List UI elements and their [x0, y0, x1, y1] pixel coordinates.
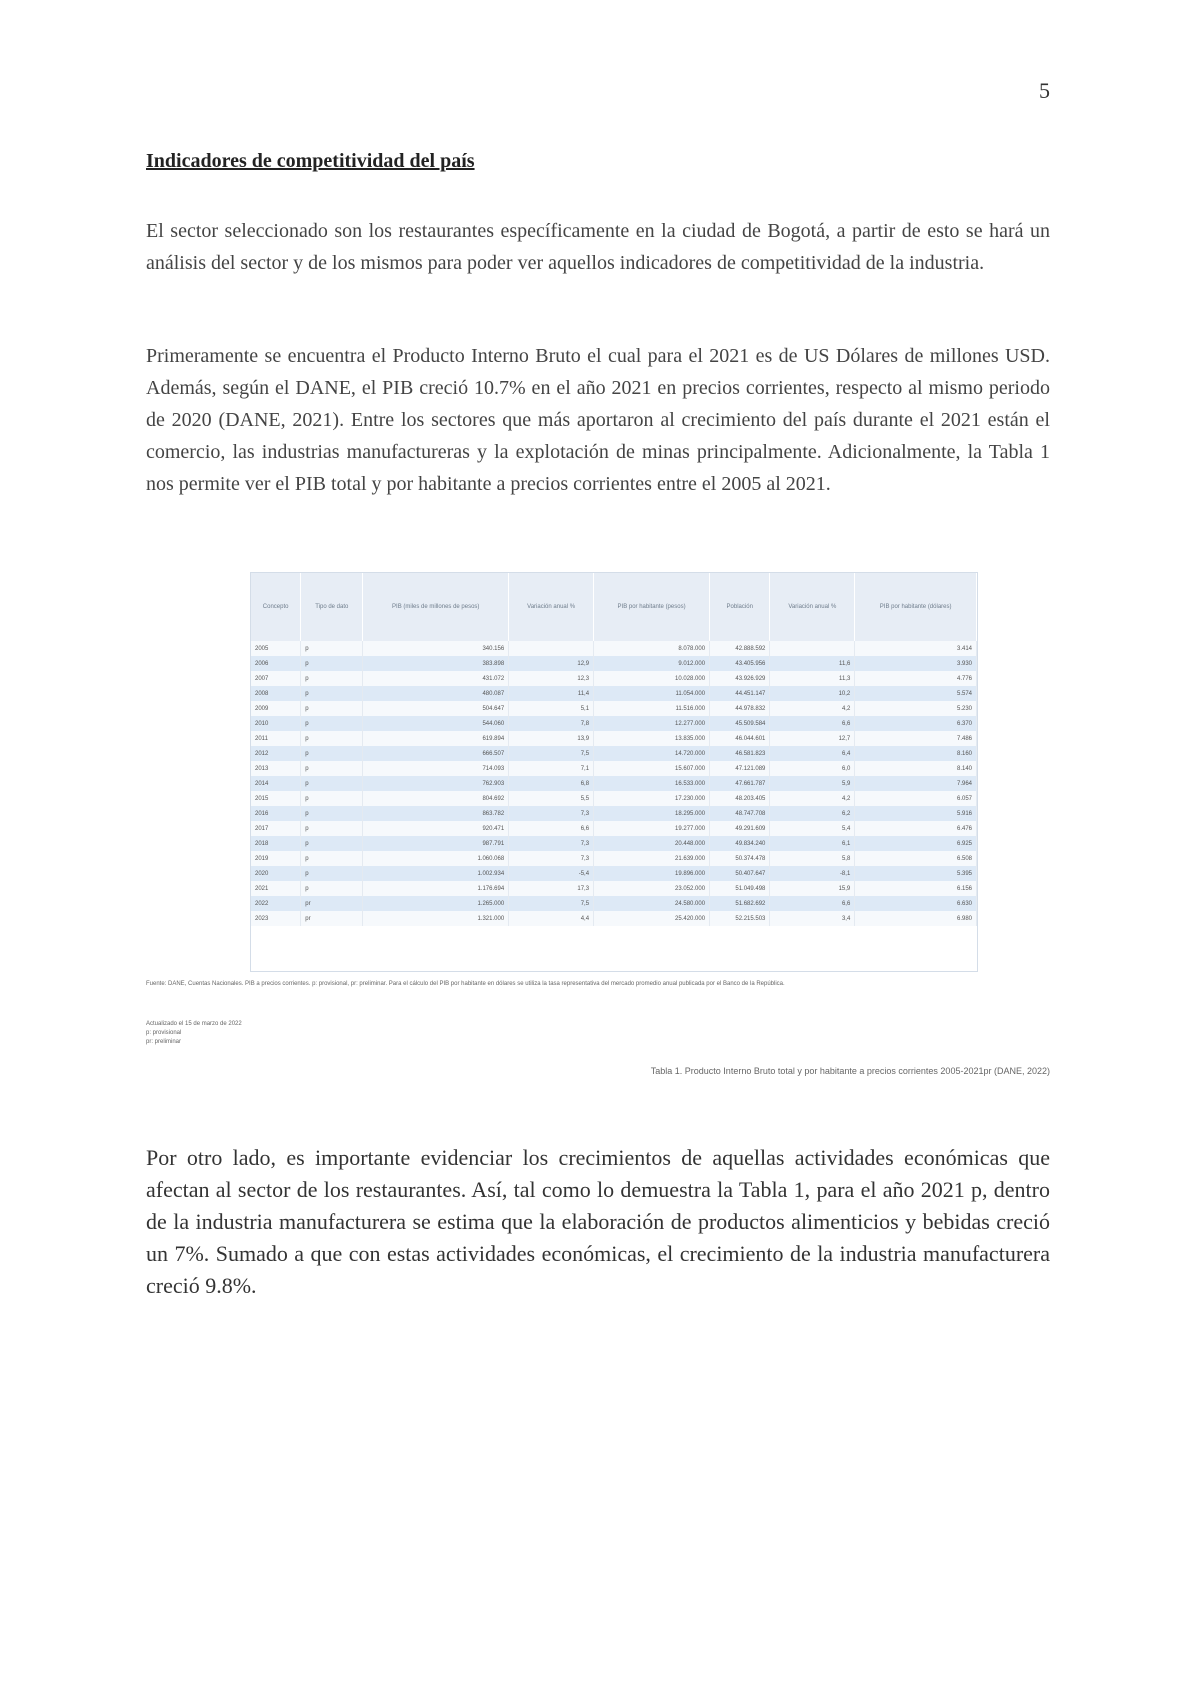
table-cell: 11,3: [770, 671, 855, 686]
table-cell: 49.834.240: [710, 836, 770, 851]
table-cell: 2017: [251, 821, 301, 836]
table-header-cell: Variación anual %: [509, 573, 594, 641]
table-cell: 5,5: [509, 791, 594, 806]
table-row: [251, 791, 977, 806]
table-cell: p: [301, 671, 363, 686]
page-number: 5: [1039, 78, 1050, 103]
table-cell: 2015: [251, 791, 301, 806]
table-cell: 2014: [251, 776, 301, 791]
table-cell: 6.925: [855, 836, 977, 851]
table-row: [251, 851, 977, 866]
gdp-table: [250, 572, 978, 972]
table-cell: 15,9: [770, 881, 855, 896]
table-footnote: Fuente: DANE, Cuentas Nacionales. PIB a precios corrientes. p: provisional, pr: preliminar. Para el cálculo del PIB por habitante en dólares se utiliza la tasa representativa del mercado promedio anual publicada por el Banco de la República.: [146, 981, 785, 987]
table-cell: 987.791: [363, 836, 509, 851]
table-cell: 6,8: [509, 776, 594, 791]
table-header-cell: PIB (miles de millones de pesos): [363, 573, 509, 641]
table-cell: 44.978.832: [710, 701, 770, 716]
table-cell: 5.230: [855, 701, 977, 716]
table-cell: 2018: [251, 836, 301, 851]
provisional-note: p: provisional: [146, 1030, 182, 1036]
table-cell: 2020: [251, 866, 301, 881]
table-cell: 23.052.000: [594, 881, 710, 896]
table-cell: p: [301, 761, 363, 776]
table-row: [251, 746, 977, 761]
table-cell: 49.291.609: [710, 821, 770, 836]
table-header-cell: PIB por habitante (dólares): [855, 573, 977, 641]
table-cell: 48.203.405: [710, 791, 770, 806]
table-cell: 5.395: [855, 866, 977, 881]
table-cell: p: [301, 776, 363, 791]
table-cell: 2010: [251, 716, 301, 731]
table-cell: 8.078.000: [594, 641, 710, 656]
table-cell: 2007: [251, 671, 301, 686]
table-cell: 2011: [251, 731, 301, 746]
table-cell: 2022: [251, 896, 301, 911]
table-cell: 21.639.000: [594, 851, 710, 866]
table-header-cell: Tipo de dato: [301, 573, 363, 641]
table-cell: p: [301, 821, 363, 836]
table-cell: 5.916: [855, 806, 977, 821]
table-cell: 619.894: [363, 731, 509, 746]
table-cell: 2006: [251, 656, 301, 671]
table-cell: 19.277.000: [594, 821, 710, 836]
table-cell: 3.930: [855, 656, 977, 671]
table-cell: 2012: [251, 746, 301, 761]
table-row: [251, 731, 977, 746]
table-cell: 17.230.000: [594, 791, 710, 806]
table-cell: -8,1: [770, 866, 855, 881]
table-header-cell: Población: [710, 573, 770, 641]
table-cell: 2021: [251, 881, 301, 896]
table-cell: 51.049.498: [710, 881, 770, 896]
table-cell: 6,2: [770, 806, 855, 821]
table-cell: 5,1: [509, 701, 594, 716]
table-cell: 762.903: [363, 776, 509, 791]
table-cell: 7,5: [509, 896, 594, 911]
table-cell: 383.898: [363, 656, 509, 671]
preliminary-note: pr: preliminar: [146, 1039, 182, 1045]
table-cell: 431.072: [363, 671, 509, 686]
table-cell: 4,2: [770, 791, 855, 806]
table-cell: 504.647: [363, 701, 509, 716]
table-cell: 9.012.000: [594, 656, 710, 671]
table-cell: 1.265.000: [363, 896, 509, 911]
table-cell: 5,9: [770, 776, 855, 791]
table-cell: 17,3: [509, 881, 594, 896]
table-cell: [770, 641, 855, 656]
table-row: [251, 911, 977, 926]
table-cell: p: [301, 746, 363, 761]
paragraph-gdp: Primeramente se encuentra el Producto Interno Bruto el cual para el 2021 es de US Dólares de millones USD. Además, según el DANE, el PIB creció 10.7% en el año 2021 en precios corrientes, respecto al mismo periodo de 2020 (DANE, 2021). Entre los sectores que más aportaron al crecimiento del país durante el 2021 están el comercio, las industrias manufactureras y la explotación de minas principalmente. Adicionalmente, la Tabla 1 nos permite ver el PIB total y por habitante a precios corrientes entre el 2005 al 2021.: [146, 345, 1050, 495]
table-cell: p: [301, 701, 363, 716]
table-cell: 6.370: [855, 716, 977, 731]
table-cell: p: [301, 836, 363, 851]
table-row: [251, 836, 977, 851]
table-row: [251, 896, 977, 911]
table-row: [251, 806, 977, 821]
table-cell: 3.414: [855, 641, 977, 656]
table-cell: 13.835.000: [594, 731, 710, 746]
table-cell: 6.156: [855, 881, 977, 896]
update-note: Actualizado el 15 de marzo de 2022: [146, 1021, 242, 1027]
table-cell: 1.321.000: [363, 911, 509, 926]
table-cell: 7,5: [509, 746, 594, 761]
table-cell: 44.451.147: [710, 686, 770, 701]
table-cell: 6.508: [855, 851, 977, 866]
table-cell: 6,4: [770, 746, 855, 761]
table-header-row: [251, 573, 977, 641]
table-caption: Tabla 1. Producto Interno Bruto total y por habitante a precios corrientes 2005-2021pr (DANE, 2022): [650, 1066, 1050, 1076]
table-cell: [509, 641, 594, 656]
table-cell: 11,4: [509, 686, 594, 701]
table-cell: 7,3: [509, 851, 594, 866]
table-cell: p: [301, 641, 363, 656]
table-cell: 51.682.692: [710, 896, 770, 911]
table-cell: p: [301, 686, 363, 701]
gdp-data-table: [251, 573, 977, 926]
table-cell: 10,2: [770, 686, 855, 701]
table-cell: 47.121.089: [710, 761, 770, 776]
table-cell: -5,4: [509, 866, 594, 881]
table-cell: 6,6: [770, 896, 855, 911]
table-cell: 666.507: [363, 746, 509, 761]
table-cell: 480.087: [363, 686, 509, 701]
paragraph-intro: El sector seleccionado son los restaurantes específicamente en la ciudad de Bogotá, a partir de esto se hará un análisis del sector y de los mismos para poder ver aquellos indicadores de competitividad de la industria.: [146, 220, 1050, 274]
table-cell: 20.448.000: [594, 836, 710, 851]
table-cell: p: [301, 806, 363, 821]
table-row: [251, 656, 977, 671]
table-cell: 340.156: [363, 641, 509, 656]
table-header-cell: Concepto: [251, 573, 301, 641]
table-cell: 6.630: [855, 896, 977, 911]
table-cell: 50.374.478: [710, 851, 770, 866]
table-cell: 2005: [251, 641, 301, 656]
table-cell: 42.888.592: [710, 641, 770, 656]
table-cell: 15.607.000: [594, 761, 710, 776]
table-cell: 544.060: [363, 716, 509, 731]
table-cell: p: [301, 656, 363, 671]
table-cell: 46.044.601: [710, 731, 770, 746]
table-cell: 2008: [251, 686, 301, 701]
table-cell: p: [301, 881, 363, 896]
table-cell: 5,8: [770, 851, 855, 866]
table-cell: 7,3: [509, 836, 594, 851]
table-cell: 1.002.934: [363, 866, 509, 881]
table-cell: 13,9: [509, 731, 594, 746]
table-cell: p: [301, 731, 363, 746]
table-cell: 8.140: [855, 761, 977, 776]
table-cell: 4,2: [770, 701, 855, 716]
table-cell: 1.176.694: [363, 881, 509, 896]
table-cell: 12,3: [509, 671, 594, 686]
table-cell: 43.405.956: [710, 656, 770, 671]
table-row: [251, 701, 977, 716]
table-cell: 46.581.823: [710, 746, 770, 761]
table-cell: 11.054.000: [594, 686, 710, 701]
table-cell: 8.160: [855, 746, 977, 761]
table-cell: p: [301, 716, 363, 731]
table-cell: 11,6: [770, 656, 855, 671]
table-cell: 5.574: [855, 686, 977, 701]
table-cell: 6.476: [855, 821, 977, 836]
section-heading: Indicadores de competitividad del país: [146, 150, 475, 172]
table-header-cell: PIB por habitante (pesos): [594, 573, 710, 641]
table-row: [251, 881, 977, 896]
table-cell: 7.486: [855, 731, 977, 746]
table-cell: 19.896.000: [594, 866, 710, 881]
table-cell: 863.782: [363, 806, 509, 821]
table-cell: 12.277.000: [594, 716, 710, 731]
table-header-cell: Variación anual %: [770, 573, 855, 641]
table-cell: p: [301, 851, 363, 866]
table-cell: 47.661.787: [710, 776, 770, 791]
table-cell: 6.980: [855, 911, 977, 926]
table-cell: 3,4: [770, 911, 855, 926]
table-cell: 6,6: [509, 821, 594, 836]
table-row: [251, 671, 977, 686]
paragraph-growth: Por otro lado, es importante evidenciar los crecimientos de aquellas actividades económicas que afectan al sector de los restaurantes. Así, tal como lo demuestra la Tabla 1, para el año 2021 p, dentro de la industria manufacturera se estima que la elaboración de productos alimenticios y bebidas creció un 7%. Sumado a que con estas actividades económicas, el crecimiento de la industria manufacturera creció 9.8%.: [146, 1145, 1050, 1298]
table-cell: 6,0: [770, 761, 855, 776]
table-cell: 7,1: [509, 761, 594, 776]
table-cell: pr: [301, 911, 363, 926]
table-cell: 25.420.000: [594, 911, 710, 926]
table-cell: 10.028.000: [594, 671, 710, 686]
table-cell: 48.747.708: [710, 806, 770, 821]
table-cell: 920.471: [363, 821, 509, 836]
table-notes: [146, 1020, 346, 1047]
table-cell: 14.720.000: [594, 746, 710, 761]
table-cell: 7,8: [509, 716, 594, 731]
table-cell: 43.926.929: [710, 671, 770, 686]
table-cell: 804.692: [363, 791, 509, 806]
table-cell: 714.093: [363, 761, 509, 776]
table-cell: p: [301, 866, 363, 881]
table-cell: 24.580.000: [594, 896, 710, 911]
table-cell: 4,4: [509, 911, 594, 926]
table-cell: 16.533.000: [594, 776, 710, 791]
table-cell: 2009: [251, 701, 301, 716]
table-row: [251, 641, 977, 656]
table-cell: 12,7: [770, 731, 855, 746]
table-cell: 1.060.068: [363, 851, 509, 866]
table-row: [251, 716, 977, 731]
table-cell: 18.295.000: [594, 806, 710, 821]
table-row: [251, 776, 977, 791]
table-row: [251, 866, 977, 881]
table-row: [251, 686, 977, 701]
table-cell: 11.516.000: [594, 701, 710, 716]
table-cell: 6,6: [770, 716, 855, 731]
table-cell: pr: [301, 896, 363, 911]
table-cell: 12,9: [509, 656, 594, 671]
table-cell: 50.407.647: [710, 866, 770, 881]
table-cell: 2023: [251, 911, 301, 926]
table-cell: 7.964: [855, 776, 977, 791]
table-cell: 2016: [251, 806, 301, 821]
table-row: [251, 821, 977, 836]
table-cell: p: [301, 791, 363, 806]
table-cell: 7,3: [509, 806, 594, 821]
table-cell: 45.509.584: [710, 716, 770, 731]
table-cell: 6,1: [770, 836, 855, 851]
table-cell: 6.057: [855, 791, 977, 806]
table-cell: 2013: [251, 761, 301, 776]
table-row: [251, 761, 977, 776]
table-cell: 52.215.503: [710, 911, 770, 926]
table-cell: 2019: [251, 851, 301, 866]
table-cell: 4.776: [855, 671, 977, 686]
table-cell: 5,4: [770, 821, 855, 836]
